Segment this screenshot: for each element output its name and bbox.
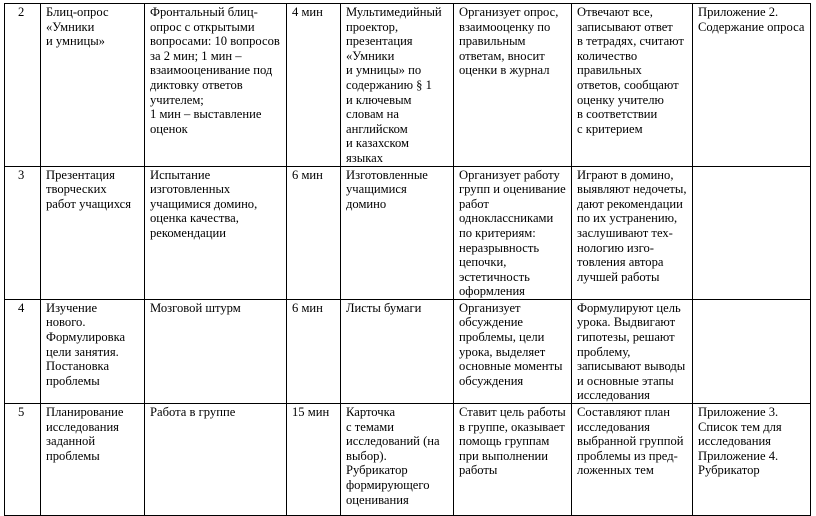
- appendix-cell: Приложение 3. Список тем для исследования Приложение 4. Рубрикатор: [693, 404, 811, 516]
- stage-name: Планирование исследования заданной проблемы: [41, 404, 145, 516]
- resources-cell: Мультимедийный проектор, презентация «Умники и умницы» по содержанию § 1 и ключевым словам на английском и казахском языках: [341, 4, 454, 167]
- table-row: [5, 166, 811, 299]
- stage-number: 5: [5, 404, 41, 516]
- teacher-activity-cell: Организует работу групп и оценивание работ одноклассниками по критериям: неразрывность цепочки, эстетичность оформления: [454, 166, 572, 299]
- time-cell: 6 мин: [287, 299, 341, 403]
- stage-name: Презентация творческих работ учащихся: [41, 166, 145, 299]
- resources-cell: Листы бумаги: [341, 299, 454, 403]
- time-cell: 6 мин: [287, 166, 341, 299]
- table-row: [5, 299, 811, 403]
- method-cell: Фронтальный блиц- опрос с открытыми вопросами: 10 вопросов за 2 мин; 1 мин – взаимооценивание под диктовку ответов учителем; 1 мин – выставление оценок: [145, 4, 287, 167]
- student-activity-cell: Играют в домино, выявляют недочеты, дают рекомендации по их устранению, заслушивают тех- нологию изго- товления автора лучшей работы: [572, 166, 693, 299]
- table-row: [5, 4, 811, 167]
- stage-number: 2: [5, 4, 41, 167]
- method-cell: Работа в группе: [145, 404, 287, 516]
- resources-cell: Карточка с темами исследований (на выбор). Рубрикатор формирующего оценивания: [341, 404, 454, 516]
- appendix-cell: [693, 166, 811, 299]
- resources-cell: Изготовленные учащимися домино: [341, 166, 454, 299]
- appendix-cell: Приложение 2. Содержание опроса: [693, 4, 811, 167]
- student-activity-cell: Отвечают все, записывают ответ в тетрадях, считают количество правильных ответов, сообщают оценку учителю в соответствии с критерием: [572, 4, 693, 167]
- time-cell: 4 мин: [287, 4, 341, 167]
- teacher-activity-cell: Организует обсуждение проблемы, цели урока, выделяет основные моменты обсуждения: [454, 299, 572, 403]
- method-cell: Испытание изготовленных учащимися домино, оценка качества, рекомендации: [145, 166, 287, 299]
- stage-name: Изучение нового. Формулировка цели занятия. Постановка проблемы: [41, 299, 145, 403]
- student-activity-cell: Формулируют цель урока. Выдвигают гипотезы, решают проблему, записывают выводы и основные этапы исследования: [572, 299, 693, 403]
- teacher-activity-cell: Ставит цель работы в группе, оказывает помощь группам при выполнении работы: [454, 404, 572, 516]
- stage-number: 3: [5, 166, 41, 299]
- appendix-cell: [693, 299, 811, 403]
- teacher-activity-cell: Организует опрос, взаимооценку по правильным ответам, вносит оценки в журнал: [454, 4, 572, 167]
- time-cell: 15 мин: [287, 404, 341, 516]
- stage-name: Блиц-опрос «Умники и умницы»: [41, 4, 145, 167]
- table-row: [5, 404, 811, 516]
- method-cell: Мозговой штурм: [145, 299, 287, 403]
- student-activity-cell: Составляют план исследования выбранной группой проблемы из пред- ложенных тем: [572, 404, 693, 516]
- stage-number: 4: [5, 299, 41, 403]
- lesson-plan-table: [4, 3, 811, 516]
